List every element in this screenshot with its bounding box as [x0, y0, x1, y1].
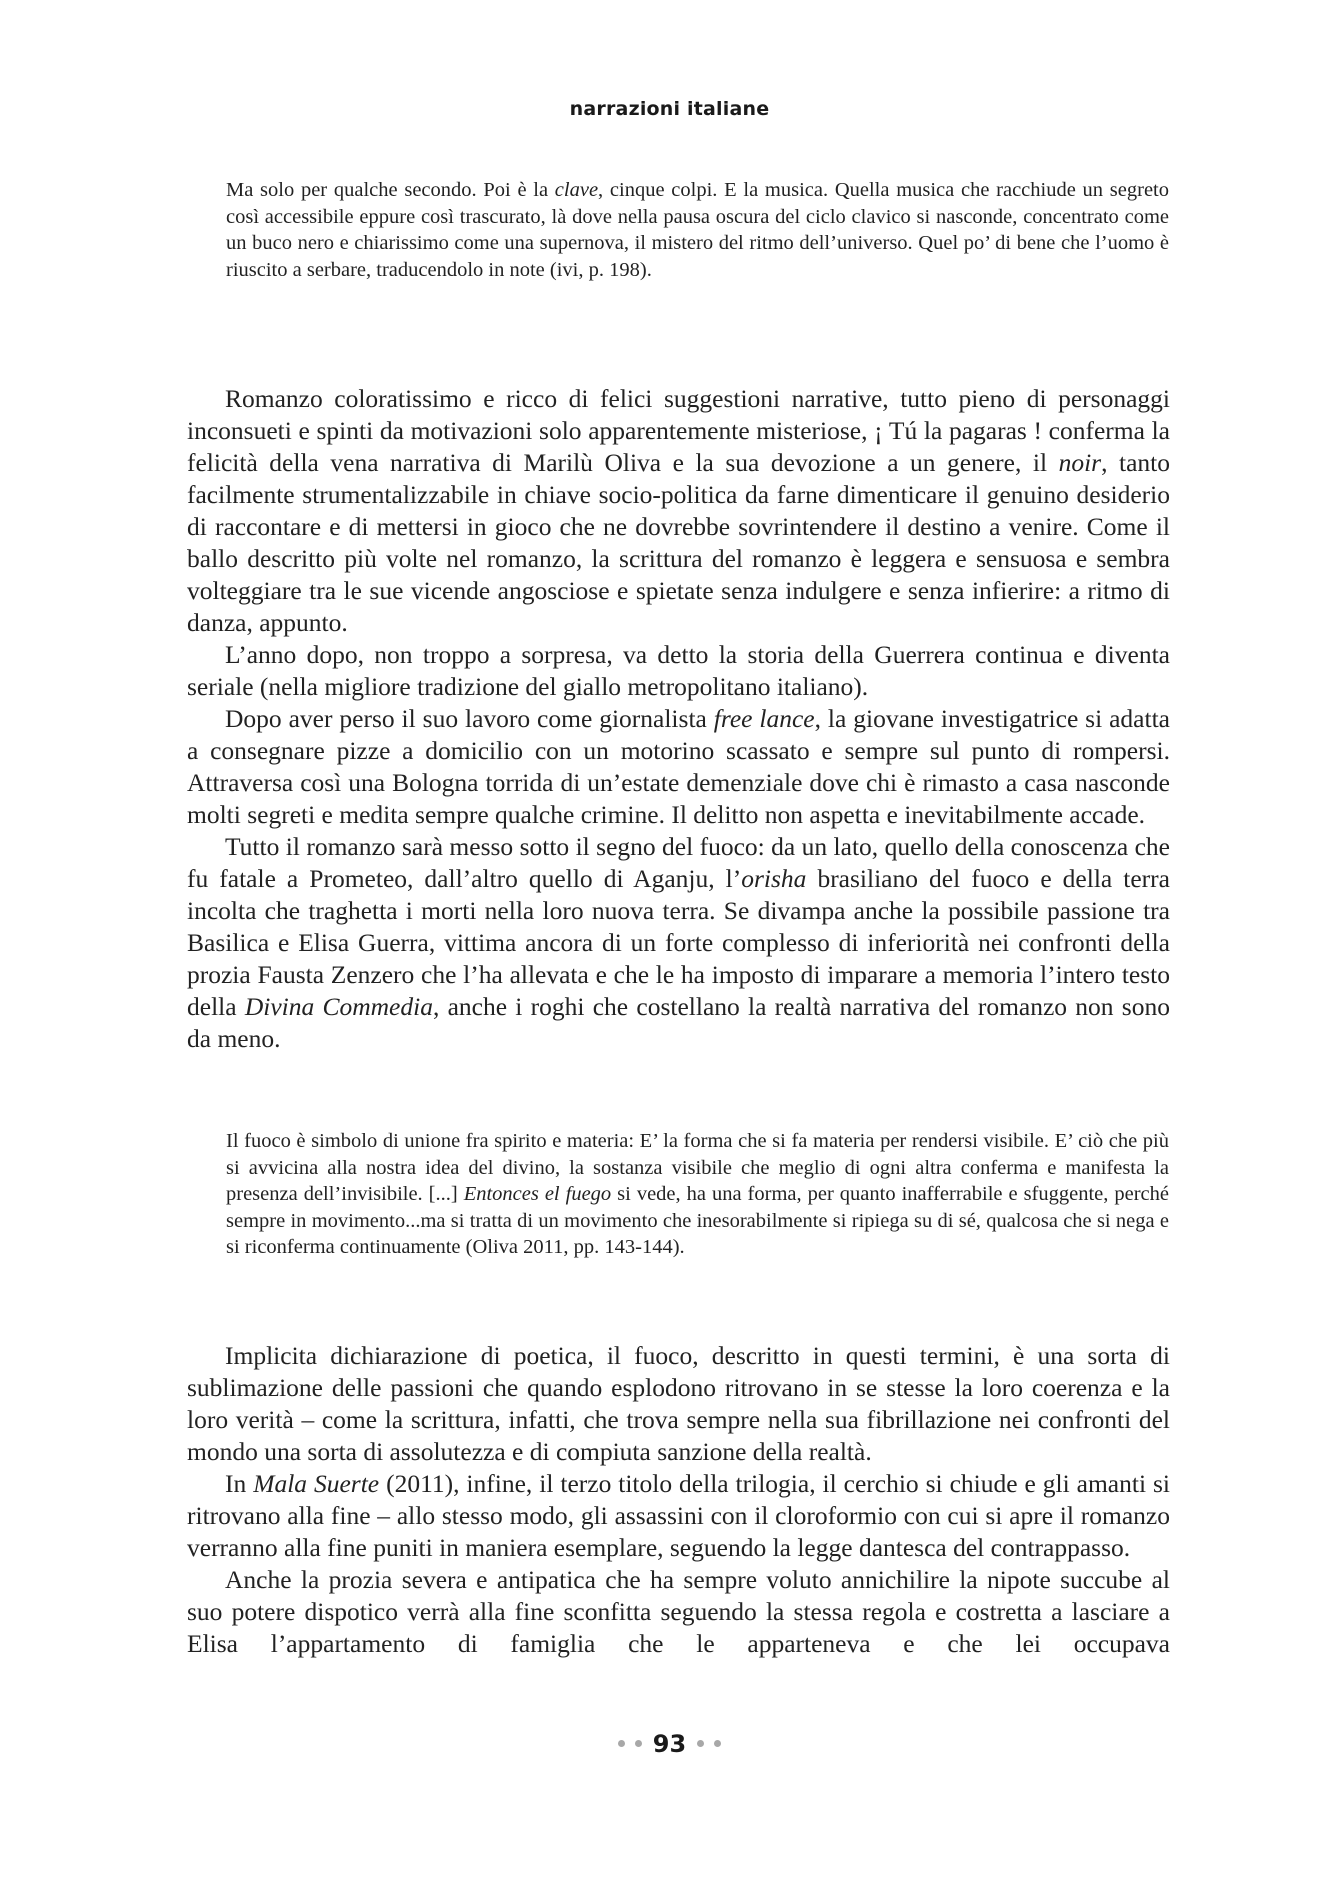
italic-text-run: free lance	[713, 704, 815, 733]
italic-text-run: Mala Suerte	[253, 1469, 380, 1498]
body-paragraph	[187, 831, 1170, 1055]
page-folio	[0, 1730, 1339, 1758]
text-run: brasiliano del fuoco e della terra incolta che traghetta i morti nella loro nuova terra. Se divampa anche la possibile passione tra Basilica e Elisa Guerra, vittima ancora di un forte complesso di inferiorità nei confronti della prozia Fausta Zenzero che l’ha allevata e che le ha imposto di imparare a memoria l’intero testo della	[187, 864, 1170, 1021]
text-run: L’anno dopo, non troppo a sorpresa, va detto la storia della Guerrera continua e diventa seriale (nella migliore tradizione del giallo metropolitano italiano).	[187, 640, 1170, 701]
text-run: Anche la prozia severa e antipatica che ha sempre voluto annichilire la nipote succube al suo potere dispotico verrà alla fine sconfitta seguendo la stessa regola e costretta a lasciare a Elisa l’appartamento di famiglia che le apparteneva e che lei occupava	[187, 1565, 1170, 1658]
text-run: Tutto il romanzo sarà messo sotto il segno del fuoco: da un lato, quello della conoscenza che fu fatale a Prometeo, dall’altro quello di Aganju, l’	[187, 832, 1170, 893]
text-run: , cinque colpi. E la musica. Quella musica che racchiude un segreto così accessibile eppure così trascurato, là dove nella pausa oscura del ciclo clavico si nasconde, concentrato come un buco nero e chiarissimo come una supernova, il mistero del ritmo dell’universo. Quel po’ di bene che l’uomo è riuscito a serbare, traducendolo in note (ivi, p. 198).	[226, 179, 1169, 281]
italic-text-run: noir	[1058, 448, 1102, 477]
text-run: Romanzo coloratissimo e ricco di felici suggestioni narrative, tutto pieno di personaggi inconsueti e spinti da motivazioni solo apparentemente misteriose, ¡ Tú la pagaras ! conferma la felicità della vena narrativa di Marilù Oliva e la sua devozione a un genere, il	[187, 384, 1170, 477]
quote-paragraph	[226, 1128, 1169, 1261]
running-head: narrazioni italiane	[569, 98, 770, 120]
page-number: 93	[652, 1730, 687, 1758]
italic-text-run: Entonces el fuego	[463, 1183, 612, 1205]
body-paragraph	[187, 383, 1170, 639]
body-paragraph	[187, 703, 1170, 831]
text-run: In	[225, 1469, 254, 1498]
text-run: Implicita dichiarazione di poetica, il fuoco, descritto in questi termini, è una sorta di sublimazione delle passioni che quando esplodono ritrovano in se stesse la loro coerenza e la loro verità – come la scrittura, infatti, che trova sempre nella sua fibrillazione nei confronti del mondo una sorta di assolutezza e di compiuta sanzione della realtà.	[187, 1341, 1170, 1466]
italic-text-run: orisha	[741, 864, 807, 893]
italic-text-run: Divina Commedia	[244, 992, 433, 1021]
body-paragraph	[187, 1468, 1170, 1564]
body-text-section-1	[187, 383, 1170, 1055]
text-run: si vede, ha una forma, per quanto inafferrabile e sfuggente, perché sempre in movimento...ma si tratta di un movimento che inesorabilmente si ripiega su di sé, qualcosa che si nega e si riconferma continuamente (Oliva 2011, pp. 143-144).	[226, 1183, 1170, 1258]
text-run: Ma solo per qualche secondo. Poi è la	[226, 179, 555, 201]
body-paragraph	[187, 1340, 1170, 1468]
folio-dot-ornament	[635, 1740, 642, 1747]
folio-dot-ornament	[697, 1740, 704, 1747]
text-run: , anche i roghi che costellano la realtà narrativa del romanzo non sono da meno.	[187, 992, 1170, 1053]
text-run: , la giovane investigatrice si adatta a consegnare pizze a domicilio con un motorino scassato e sempre sul punto di rompersi. Attraversa così una Bologna torrida di un’estate demenziale dove chi è rimasto a casa nasconde molti segreti e medita sempre qualche crimine. Il delitto non aspetta e inevitabilmente accade.	[187, 704, 1170, 829]
body-paragraph	[187, 1564, 1170, 1660]
italic-text-run: clave	[554, 179, 599, 201]
block-quote-2	[226, 1128, 1169, 1261]
block-quote-1	[226, 177, 1169, 283]
folio-dot-ornament	[618, 1740, 625, 1747]
body-paragraph	[187, 639, 1170, 703]
text-run: (2011), infine, il terzo titolo della trilogia, il cerchio si chiude e gli amanti si ritrovano alla fine – allo stesso modo, gli assassini con il cloroformio con cui si apre il romanzo verranno alla fine puniti in maniera esemplare, seguendo la legge dantesca del contrappasso.	[187, 1469, 1170, 1562]
text-run: Dopo aver perso il suo lavoro come giornalista	[225, 704, 714, 733]
text-run: Il fuoco è simbolo di unione fra spirito e materia: E’ la forma che si fa materia per rendersi visibile. E’ ciò che più si avvicina alla nostra idea del divino, la sostanza visibile che meglio di ogni altra conferma e manifesta la presenza dell’invisibile. [...]	[226, 1130, 1169, 1205]
text-run: , tanto facilmente strumentalizzabile in chiave socio-politica da farne dimenticare il genuino desiderio di raccontare e di mettersi in gioco che ne dovrebbe sovrintendere il destino a venire. Come il ballo descritto più volte nel romanzo, la scrittura del romanzo è leggera e sensuosa e sembra volteggiare tra le sue vicende angosciose e spietate senza indulgere e senza infierire: a ritmo di danza, appunto.	[187, 448, 1170, 637]
quote-paragraph	[226, 177, 1169, 283]
folio-dot-ornament	[714, 1740, 721, 1747]
body-text-section-2	[187, 1340, 1170, 1660]
